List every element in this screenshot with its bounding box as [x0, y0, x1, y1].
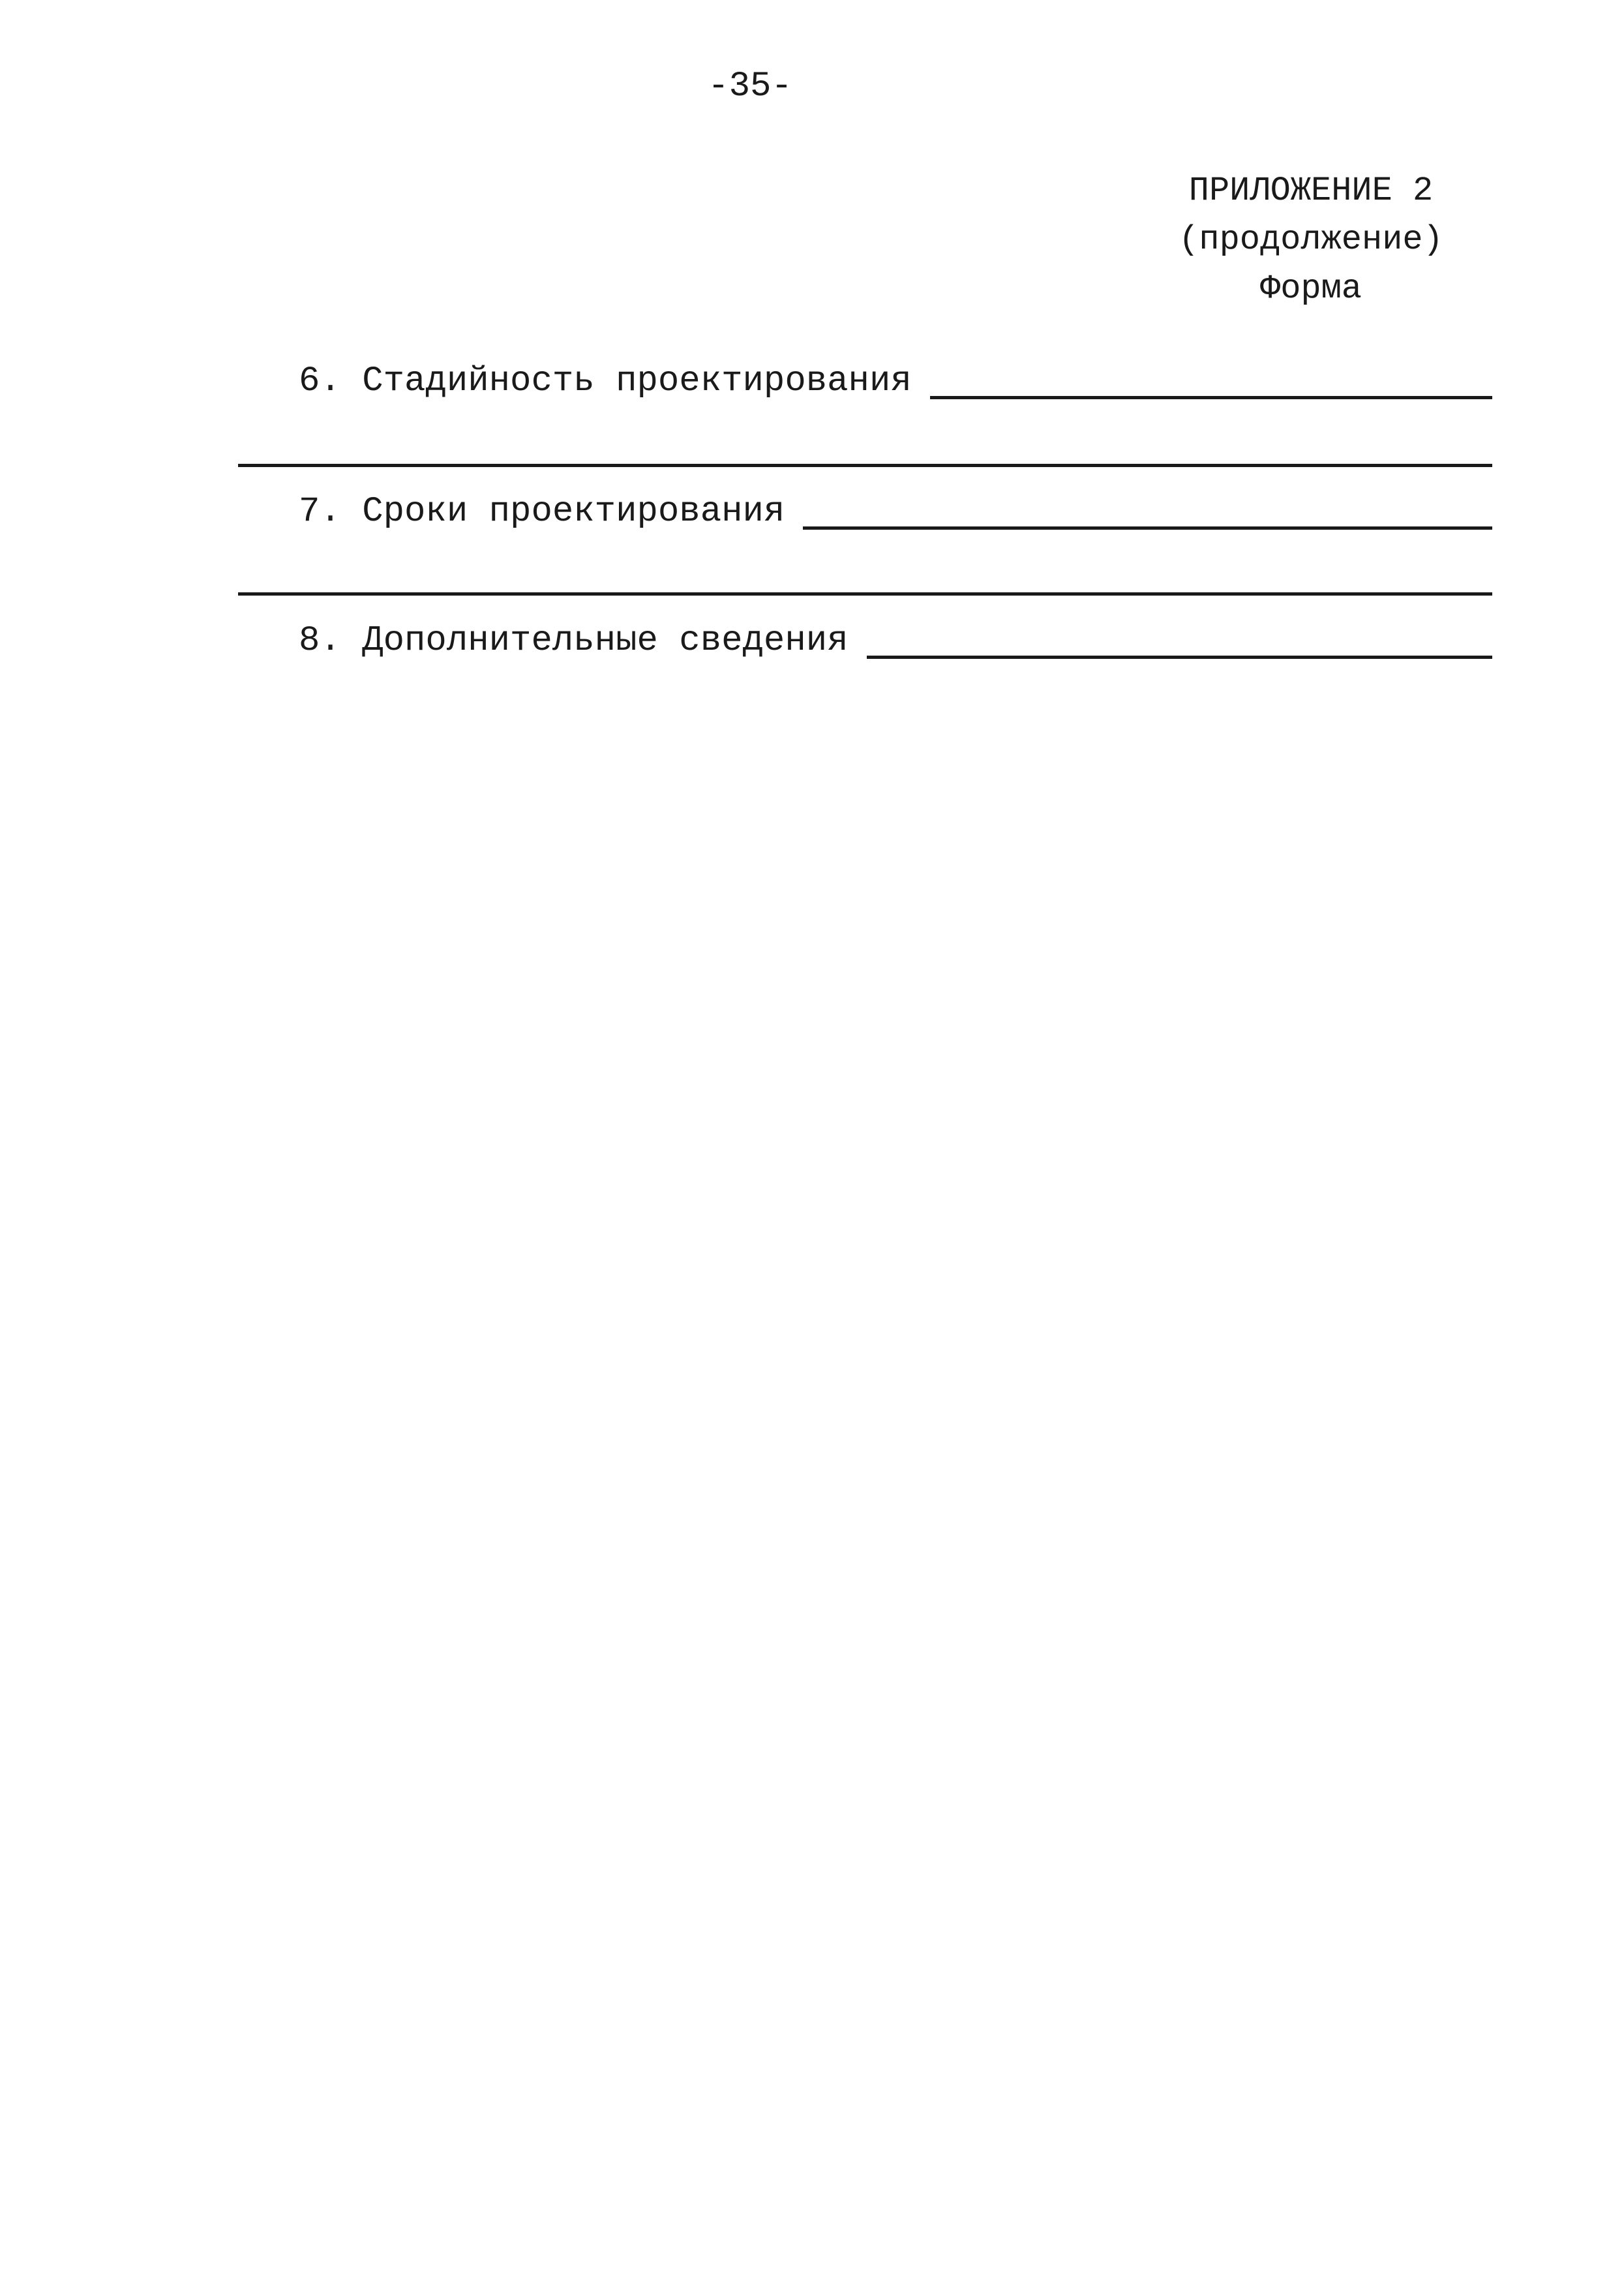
form-item-design-terms	[299, 489, 1492, 535]
form-label: Форма	[1259, 269, 1362, 308]
appendix-continuation: (продолжение)	[1179, 220, 1443, 259]
fill-in-line-continuation[interactable]	[238, 464, 1492, 467]
appendix-header	[1161, 166, 1461, 313]
form-item-design-stages	[299, 359, 1492, 404]
item-label: 8. Дополнительные сведения	[299, 621, 849, 661]
form-item-additional-info	[299, 618, 1492, 664]
fill-in-line[interactable]	[930, 396, 1492, 399]
item-label: 6. Стадийность проектирования	[299, 361, 912, 401]
fill-in-line[interactable]	[867, 656, 1492, 659]
appendix-title: ПРИЛОЖЕНИЕ 2	[1188, 172, 1434, 210]
item-label: 7. Сроки проектирования	[299, 492, 785, 532]
fill-in-line-continuation[interactable]	[238, 592, 1492, 596]
fill-in-line[interactable]	[803, 526, 1492, 530]
page-number: -35-	[708, 67, 792, 106]
